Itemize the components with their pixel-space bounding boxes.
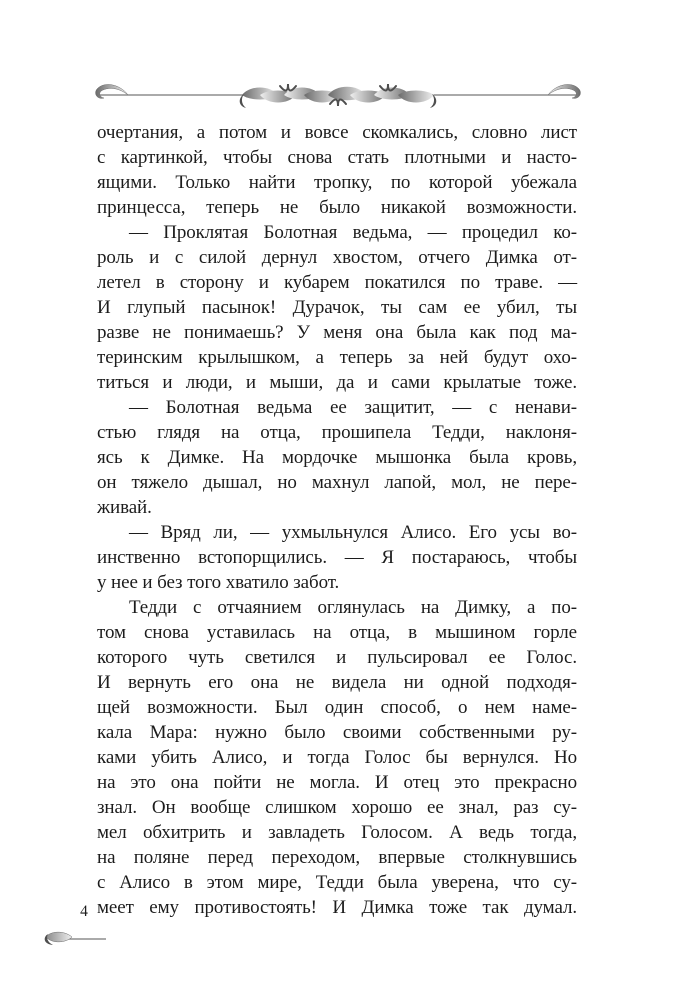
text-line: И глупый пасынок! Дурачок, ты сам ее убил, ты [97, 297, 577, 318]
text-line: которого чуть светился и пульсировал ее Голос. [97, 647, 577, 668]
text-line: он тяжело дышал, но махнул лапой, мол, не пере- [97, 472, 577, 493]
text-line: разве не понимаешь? У меня она была как под ма- [97, 322, 577, 343]
text-line: на поляне перед переходом, впервые столкнувшись [97, 847, 577, 868]
text-line: теринским крылышком, а теперь за ней будут охо- [97, 347, 577, 368]
text-line: меет ему противостоять! И Димка тоже так думал. [97, 897, 577, 918]
text-line: на это она пойти не могла. И отец это прекрасно [97, 772, 577, 793]
page-number: 4 [80, 903, 88, 920]
text-line: у нее и без того хватило забот. [97, 572, 340, 593]
text-line: с Алисо в этом мире, Тедди была уверена, что су- [97, 872, 577, 893]
swirl-leaf-divider-icon [92, 72, 584, 118]
leaf-curl-flourish-icon [42, 929, 108, 949]
text-line: с картинкой, чтобы снова стать плотными и насто- [97, 147, 577, 168]
text-line: мел обхитрить и завладеть Голосом. А ведь тогда, [97, 822, 577, 843]
text-line: ками убить Алисо, и тогда Голос бы вернулся. Но [97, 747, 577, 768]
text-line: титься и люди, и мыши, да и сами крылатые тоже. [97, 372, 577, 393]
text-line: стью глядя на отца, прошипела Тедди, наклоня- [97, 422, 577, 443]
text-line: — Болотная ведьма ее защитит, — с ненави- [129, 397, 577, 418]
page-text-block [97, 120, 577, 920]
text-line: — Вряд ли, — ухмыльнулся Алисо. Его усы во- [129, 522, 577, 543]
text-line: том снова уставилась на отца, в мышином горле [97, 622, 577, 643]
text-line: очертания, а потом и вовсе скомкались, словно лист [97, 122, 577, 143]
text-line: — Проклятая Болотная ведьма, — процедил ко- [129, 222, 577, 243]
text-line: щей возможности. Был один способ, о нем наме- [97, 697, 577, 718]
text-line: инственно встопорщились. — Я постараюсь, чтобы [97, 547, 577, 568]
text-line: ящими. Только найти тропку, по которой убежала [97, 172, 577, 193]
text-line: Тедди с отчаянием оглянулась на Димку, а по- [129, 597, 577, 618]
text-line: живай. [97, 497, 152, 518]
text-line: кала Мара: нужно было своими собственными ру- [97, 722, 577, 743]
text-line: принцесса, теперь не было никакой возможности. [97, 197, 577, 218]
text-line: знал. Он вообще слишком хорошо ее знал, раз су- [97, 797, 577, 818]
text-line: ясь к Димке. На мордочке мышонка была кровь, [97, 447, 577, 468]
text-line: роль и с силой дернул хвостом, отчего Димка от- [97, 247, 577, 268]
text-line: И вернуть его она не видела ни одной подходя- [97, 672, 577, 693]
text-line: летел в сторону и кубарем покатился по траве. — [97, 272, 577, 293]
